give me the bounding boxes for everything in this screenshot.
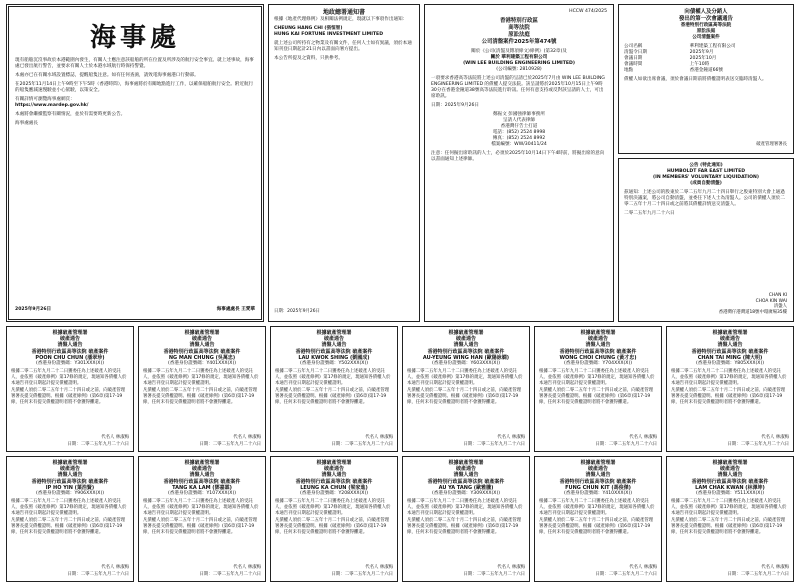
- notice-title: 公告 (特此通知): [689, 163, 723, 168]
- lands-notice: [268, 4, 420, 322]
- table-value: 2025年9月: [689, 49, 714, 55]
- bankruptcy-notice: [402, 326, 530, 452]
- bankruptcy-notice: [534, 456, 662, 582]
- notice-heading: 破產通告: [455, 466, 476, 473]
- notice-heading: 破產通告: [719, 336, 740, 343]
- bankruptcy-notice: [666, 326, 794, 452]
- table-key: 會議日期: [624, 55, 643, 61]
- notice-body: 凡債權人須於二零二五年十月二十四日或之前，向破產管理署署長提交債權證明。根據《破產條例》(第6章)第17-19條，任何未有提交債權證明者將不會獲得攤還。: [143, 388, 258, 405]
- notice-date: 日期：二零二五年九月二十六日: [67, 572, 129, 578]
- debtor-id: (香港身份證號碼：Y704XXX(X)): [563, 361, 633, 367]
- table-value: 上午10時: [689, 61, 710, 67]
- notice-body: 就上述公司所持有之物業及有關文件，任何人士如有異議，須於本通知刊登日期起計21日內以書面向署方提出。: [274, 41, 412, 52]
- court-name: 香港特別行政區: [500, 18, 538, 24]
- debtor-name: AU YA TANG (歐雅騰): [438, 484, 494, 491]
- notice-date: 2025年9月26日: [15, 307, 52, 312]
- notice-signer: 破產管理署署長: [756, 142, 787, 148]
- notice-signer: 代名人 林淑梅: [629, 565, 657, 571]
- notice-date: 日期：二零二五年九月二十六日: [199, 572, 261, 578]
- notice-signoff: 海事處處長 王愛華: [216, 307, 255, 312]
- notice-body: 凡債權人須於二零二五年十月二十四日或之前，向破產管理署署長提交債權證明。根據《破產條例》(第6章)第17-19條，任何未有提交債權證明者將不會獲得攤還。: [671, 388, 786, 405]
- notice-body: 凡債權人須於二零二五年十月二十四日或之前，向破產管理署署長提交債權證明。根據《破產條例》(第6章)第17-19條，任何未有提交債權證明者將不會獲得攤還。: [11, 518, 126, 535]
- debtor-id: (香港身份證號碼：Y107XXX(X)): [167, 491, 237, 497]
- signer-name: CHOA KIN WAI: [755, 298, 787, 304]
- notice-body: 凡債權人須於二零二五年十月二十四日或之前，向破產管理署署長提交債權證明。根據《破產條例》(第6章)第17-19條，任何未有提交債權證明者將不會獲得攤還。: [11, 388, 126, 405]
- table-key: 地點: [624, 67, 634, 73]
- company-name: 關於 華利建築工程有限公司: [490, 55, 548, 60]
- debtor-name: TANG KA LAM (鄧嘉霖): [172, 484, 232, 491]
- table-value: 香港金鐘道66號: [689, 67, 724, 73]
- notice-body: 凡債權人須於二零二五年十月二十四日或之前，向破產管理署署長提交債權證明。根據《破產條例》(第6章)第17-19條，任何未有提交債權證明者將不會獲得攤還。: [407, 518, 522, 535]
- debtor-name: NG MAN CHUNG (吳萬忠): [168, 354, 236, 361]
- bankruptcy-notice: [402, 456, 530, 582]
- signer-address: 香港灣仔港灣道18號中環廣場35樓: [718, 310, 787, 316]
- notice-body: 根據二零二五年九月二十二日獲委任為上述破產人的受託人，並依照《破產條例》第17條的規定，現通知各債權人於本通告刊登日期起計提交債權證明。: [539, 369, 655, 386]
- notice-signer: 代名人 林淑梅: [233, 435, 261, 441]
- notice-body: 根據二零二五年九月二十二日獲委任為上述破產人的受託人，並依照《破產條例》第17條的規定，現通知各債權人於本通告刊登日期起計提交債權證明。: [11, 369, 127, 386]
- notice-body: 茲通知：上述公司的股東於二零二五年九月二十四日舉行之股東特別大會上通過特別決議案，將公司自動清盤，並委任下述人士為清盤人。公司的債權人須於二零二五年十月二十四日或之前將其債權詳情送交清盤人。: [624, 190, 785, 207]
- notice-paragraph: 本處亦已在有關水域設置標誌，提醒船隻注意。如有任何查詢，請致電海事處港口行動部。: [15, 73, 199, 78]
- notice-heading: 破產通告: [587, 466, 608, 473]
- court-winding-up-notice: [424, 4, 614, 322]
- notice-heading: 破產通告: [719, 466, 740, 473]
- notice-signer: 代名人 林淑梅: [365, 565, 393, 571]
- notice-note: 注意：任何擬出席聆訊的人士，必須於2025年10月14日下午4時前，將擬出席的意向以書面通知上述律師。: [431, 151, 605, 162]
- notice-court: 香港特別行政區高等法院 破產案件: [559, 348, 637, 355]
- notice-signer: 代名人 林淑梅: [497, 435, 525, 441]
- notice-paragraph: 海事處處長: [15, 121, 38, 126]
- notice-court: 香港特別行政區高等法院 破產案件: [691, 348, 769, 355]
- notice-heading: 根據破產管理署: [184, 460, 220, 466]
- notice-heading: 根據破產管理署: [316, 330, 352, 336]
- debtor-id: (香港身份證號碼：Y410XXX(X)): [563, 491, 633, 497]
- notice-heading: 清盤人通告: [57, 472, 83, 479]
- liquidation-status: (IN MEMBERS' VOLUNTARY LIQUIDATION): [653, 175, 759, 180]
- notice-title: 發出的第一次會議通告: [679, 15, 733, 22]
- notice-body: 根據二零二五年九月二十二日獲委任為上述破產人的受託人，並依照《破產條例》第17條的規定，現通知各債權人於本通告刊登日期起計提交債權證明。: [539, 499, 655, 516]
- notice-heading: 清盤人通告: [717, 472, 743, 479]
- notice-date: 日期：二零二五年九月二十六日: [463, 572, 525, 578]
- notice-date: 日期：2025年9月26日: [431, 103, 480, 108]
- notice-body: 根據二零二五年九月二十二日獲委任為上述破產人的受託人，並依照《破產條例》第17條的規定，現通知各債權人於本通告刊登日期起計提交債權證明。: [671, 499, 787, 516]
- notice-heading: 清盤人通告: [189, 472, 215, 479]
- debtor-name: IP HO YIN (葉浩賢): [45, 484, 95, 491]
- notice-heading: 根據破產管理署: [52, 330, 88, 336]
- notice-heading: 破產通告: [191, 336, 212, 343]
- contact-line: 香港灣仔告士打道: [500, 124, 538, 129]
- masthead-title: 海事處: [89, 23, 180, 53]
- notice-signer: 代名人 林淑梅: [101, 565, 129, 571]
- bankruptcy-notice: [270, 456, 398, 582]
- debtor-id: (香港身份證號碼：Y906XXX(X)): [35, 491, 105, 497]
- notice-signer: 代名人 林淑梅: [233, 565, 261, 571]
- debtor-id: (香港身份證號碼：Y208XXX(X)): [299, 491, 369, 497]
- notice-heading: 破產通告: [59, 336, 80, 343]
- table-value: 2025年10月: [689, 55, 717, 61]
- notice-body: 根據二零二五年九月二十二日獲委任為上述破產人的受託人，並依照《破產條例》第17條的規定，現通知各債權人於本通告刊登日期起計提交債權證明。: [407, 369, 523, 386]
- notice-body: 根據二零二五年九月二十二日獲委任為上述破產人的受託人，並依照《破產條例》第17條的規定，現通知各債權人於本通告刊登日期起計提交債權證明。: [143, 369, 259, 386]
- notice-court: 香港特別行政區高等法院 破產案件: [31, 348, 109, 355]
- notice-heading: 清盤人通告: [57, 342, 83, 349]
- notice-date: 日期：二零二五年九月二十六日: [595, 442, 657, 448]
- debtor-name: POON CHU CHUN (潘翠珍): [35, 354, 105, 361]
- notice-body: 本公告所提及之資料，只供參考。: [274, 56, 343, 61]
- notice-subtitle: 香港特別行政區高等法院: [680, 22, 732, 28]
- company-name-cn: (成員自動清盤): [690, 181, 722, 186]
- contact-line: 呈請人代表律師: [502, 118, 536, 123]
- notice-heading: 清盤人通告: [321, 472, 347, 479]
- notice-body: 根據二零二五年九月二十二日獲委任為上述破產人的受託人，並依照《破產條例》第17條的規定，現通知各債權人於本通告刊登日期起計提交債權證明。: [671, 369, 787, 386]
- matter-line: 關於《公司(清盤及雜項條文)條例》(第32章)及: [471, 49, 567, 54]
- case-title: 公司清盤案件2025年第474號: [481, 39, 557, 45]
- notice-signer: 代名人 林淑梅: [101, 435, 129, 441]
- notice-heading: 破產通告: [455, 336, 476, 343]
- debtor-name: LAU KWOK SHING (劉國成): [298, 354, 370, 361]
- notice-body: 凡債權人須於二零二五年十月二十四日或之前，向破產管理署署長提交債權證明。根據《破產條例》(第6章)第17-19條，任何未有提交債權證明者將不會獲得攤還。: [671, 518, 786, 535]
- notice-paragraph: 本處將會繼續監察有關情況，並於有需要時更新公告。: [15, 112, 126, 117]
- notice-url[interactable]: https://www.mardep.gov.hk/: [15, 103, 89, 108]
- notice-date: 日期：2025年9月26日: [274, 309, 320, 314]
- notice-subtitle: 公司清盤案件: [692, 34, 720, 40]
- notice-body: 凡債權人須於二零二五年十月二十四日或之前，向破產管理署署長提交債權證明。根據《破產條例》(第6章)第17-19條，任何未有提交債權證明者將不會獲得攤還。: [539, 518, 654, 535]
- notice-date: 日期：二零二五年九月二十六日: [67, 442, 129, 448]
- notice-heading: 破產通告: [323, 466, 344, 473]
- notice-paragraph: 現有船舶沉沒事故於本港範圍內發生，有關人士應注意該船舶的所在位置及所涉及的航行安全事宜。就上述事故，海事處已發出航行警告，並要求有關人士於本港水域航行時保持警覺。: [15, 58, 254, 69]
- debtor-id: (香港身份證號碼：Y502XXX(X)): [299, 361, 369, 367]
- notice-heading: 根據破產管理署: [712, 330, 748, 336]
- debtor-name: FUNG CHUN KIT (馮俊傑): [565, 484, 631, 491]
- bankruptcy-notice: [534, 326, 662, 452]
- notice-court: 香港特別行政區高等法院 破產案件: [295, 478, 373, 485]
- notice-body: 凡債權人須於二零二五年十月二十四日或之前，向破產管理署署長提交債權證明。根據《破產條例》(第6章)第17-19條，任何未有提交債權證明者將不會獲得攤還。: [275, 388, 390, 405]
- notice-heading: 清盤人通告: [189, 342, 215, 349]
- notice-court: 香港特別行政區高等法院 破產案件: [691, 478, 769, 485]
- debtor-name: LEUNG KA CHUN (梁家進): [300, 484, 368, 491]
- contact-ref: 檔案編號：WW/30411/24: [491, 142, 547, 147]
- first-meeting-notice: [618, 4, 794, 154]
- notice-body: 根據《地產代理條例》及相關法例規定，現就以下事項作出通知：: [274, 17, 408, 22]
- marine-department-notice: [6, 4, 264, 322]
- notice-heading: 破產通告: [59, 466, 80, 473]
- company-name-en: (WIN LEE BUILDING ENGINEERING LIMITED): [463, 61, 575, 66]
- notice-date: 日期：二零二五年九月二十六日: [595, 572, 657, 578]
- bankruptcy-notice: [666, 456, 794, 582]
- bankruptcy-notice: [6, 456, 134, 582]
- notice-title: 地政總署通知書: [322, 9, 365, 16]
- notice-title: 向債權人及分銷人: [684, 9, 728, 15]
- table-value: 華利建築工程有限公司: [689, 43, 736, 49]
- notice-date: 日期：二零二五年九月二十六日: [463, 442, 525, 448]
- company-reg: (公司編號: 2810928): [496, 67, 542, 72]
- notice-court: 香港特別行政區高等法院 破產案件: [427, 478, 505, 485]
- notice-heading: 根據破產管理署: [448, 460, 484, 466]
- notice-court: 香港特別行政區高等法院 破產案件: [427, 348, 505, 355]
- notice-signer: 代名人 林淑梅: [761, 565, 789, 571]
- notice-heading: 清盤人通告: [585, 342, 611, 349]
- bankruptcy-notice: [138, 456, 266, 582]
- notice-heading: 清盤人通告: [453, 342, 479, 349]
- notice-court: 香港特別行政區高等法院 破產案件: [559, 478, 637, 485]
- notice-subtitle: 原訟法庭: [696, 28, 716, 34]
- notice-date: 日期：二零二五年九月二十六日: [331, 572, 393, 578]
- bankruptcy-notice: [138, 326, 266, 452]
- signer-name: CHAN KI: [768, 292, 787, 298]
- voluntary-liquidation-notice: [618, 158, 794, 322]
- notice-court: 香港特別行政區高等法院 破產案件: [31, 478, 109, 485]
- notice-paragraph: 有關詳情可瀏覽海事處網頁：: [15, 97, 75, 102]
- notice-company: HUNG KAI FORTUNE INVESTMENT LIMITED: [274, 32, 384, 37]
- notice-heading: 根據破產管理署: [580, 330, 616, 336]
- notice-heading: 根據破產管理署: [712, 460, 748, 466]
- contact-phone: 電話：(852) 2524 8998: [492, 130, 546, 135]
- notice-date: 日期：二零二五年九月二十六日: [331, 442, 393, 448]
- notice-body: 根據二零二五年九月二十二日獲委任為上述破產人的受託人，並依照《破產條例》第17條的規定，現通知各債權人於本通告刊登日期起計提交債權證明。: [143, 499, 259, 516]
- notice-paragraph: 在2025年11月14日上午9時至下午5時（香港時間），海事處將於有關地點進行工作，以確保船舶航行安全。附近航行的船隻應減速慢駛並小心駕駛，以策安全。: [15, 82, 254, 93]
- notice-body: 根據二零二五年九月二十二日獲委任為上述破產人的受託人，並依照《破產條例》第17條的規定，現通知各債權人於本通告刊登日期起計提交債權證明。: [407, 499, 523, 516]
- notice-heading: 清盤人通告: [717, 342, 743, 349]
- notice-date: 日期：二零二五年九月二十六日: [199, 442, 261, 448]
- notice-body: 凡債權人須於二零二五年十月二十四日或之前，向破產管理署署長提交債權證明。根據《破產條例》(第6章)第17-19條，任何未有提交債權證明者將不會獲得攤還。: [143, 518, 258, 535]
- table-key: 清盤令日期: [624, 49, 647, 55]
- notice-court: 香港特別行政區高等法院 破產案件: [295, 348, 373, 355]
- signer-role: 清盤人: [773, 304, 787, 310]
- debtor-id: (香港身份證號碼：Y511XXX(X)): [695, 491, 765, 497]
- table-key: 會議時間: [624, 61, 643, 67]
- table-row: [624, 68, 788, 74]
- bankruptcy-notice: [270, 326, 398, 452]
- notice-heading: 破產通告: [191, 466, 212, 473]
- case-number: HCCW 474/2025: [569, 9, 607, 14]
- notice-heading: 根據破產管理署: [184, 330, 220, 336]
- notice-body: 根據二零二五年九月二十二日獲委任為上述破產人的受託人，並依照《破產條例》第17條的規定，現通知各債權人於本通告刊登日期起計提交債權證明。: [275, 499, 391, 516]
- debtor-id: (香港身份證號碼：Y301XXX(X)): [35, 361, 105, 367]
- company-name-en: HUMBOLDT FAR EAST LIMITED: [666, 169, 746, 174]
- contact-fax: 傳真：(852) 2524 8992: [492, 136, 546, 141]
- notice-heading: 清盤人通告: [321, 342, 347, 349]
- notice-date: 日期：二零二五年九月二十六日: [727, 442, 789, 448]
- notice-signer: 代名人 林淑梅: [761, 435, 789, 441]
- notice-heading: 根據破產管理署: [448, 330, 484, 336]
- debtor-id: (香港身份證號碼：Y401XXX(X)): [167, 361, 237, 367]
- debtor-name: WONG CHOI CHUNG (黃才忠): [559, 354, 637, 361]
- notice-signer: 代名人 林淑梅: [497, 565, 525, 571]
- notice-body: 一項要求香港高等法院將上述公司清盤的呈請已於2025年7月由 WIN LEE BUILDING ENGINEERING LIMITED 的債權人提交法院。該呈請將於2025年10月15日上午9時30分在香港金鐘道38號高等法院進行聆訊。任何有意支持或反對該呈請的人士，可出席聆訊。: [431, 76, 605, 99]
- notice-heading: 根據破產管理署: [52, 460, 88, 466]
- debtor-name: AU-YEUNG WING HAN (歐陽詠嫻): [422, 354, 510, 361]
- court-name: 高等法院: [508, 25, 530, 31]
- notice-body: 凡債權人須於二零二五年十月二十四日或之前，向破產管理署署長提交債權證明。根據《破產條例》(第6章)第17-19條，任何未有提交債權證明者將不會獲得攤還。: [539, 388, 654, 405]
- table-key: 公司名稱: [624, 43, 643, 49]
- notice-body: 根據二零二五年九月二十二日獲委任為上述破產人的受託人，並依照《破產條例》第17條的規定，現通知各債權人於本通告刊登日期起計提交債權證明。: [275, 369, 391, 386]
- notice-body: 債權人如欲出席會議，須於會議日期前將債權證明表送交臨時清盤人。: [624, 76, 767, 82]
- bankruptcy-notice: [6, 326, 134, 452]
- notice-heading: 清盤人通告: [585, 472, 611, 479]
- notice-signer: 代名人 林淑梅: [365, 435, 393, 441]
- meeting-details-table: [624, 44, 788, 74]
- notice-court: 香港特別行政區高等法院 破產案件: [163, 478, 241, 485]
- notice-heading: 破產通告: [323, 336, 344, 343]
- debtor-name: CHAN TAI MING (陳大明): [697, 354, 763, 361]
- notice-heading: 根據破產管理署: [580, 460, 616, 466]
- debtor-id: (香港身份證號碼：Y805XXX(X)): [695, 361, 765, 367]
- notice-date: 二零二五年九月二十六日: [624, 211, 675, 216]
- debtor-id: (香港身份證號碼：Y309XXX(X)): [431, 491, 501, 497]
- debtor-name: LAM CHAK KWAN (林澤坤): [695, 484, 765, 491]
- notice-date: 日期：二零二五年九月二十六日: [727, 572, 789, 578]
- notice-signer: 代名人 林淑梅: [629, 435, 657, 441]
- contact-line: 鄭振文 彭國強律師事務所: [493, 112, 545, 117]
- notice-heading: 破產通告: [587, 336, 608, 343]
- notice-body: 根據二零二五年九月二十二日獲委任為上述破產人的受託人，並依照《破產條例》第17條的規定，現通知各債權人於本通告刊登日期起計提交債權證明。: [11, 499, 127, 516]
- court-name: 原訟法庭: [508, 32, 530, 38]
- notice-name: CHEUNG HANG CHI (張恒智): [274, 26, 343, 31]
- notice-heading: 根據破產管理署: [316, 460, 352, 466]
- notice-court: 香港特別行政區高等法院 破產案件: [163, 348, 241, 355]
- notice-body: 凡債權人須於二零二五年十月二十四日或之前，向破產管理署署長提交債權證明。根據《破產條例》(第6章)第17-19條，任何未有提交債權證明者將不會獲得攤還。: [275, 518, 390, 535]
- notice-heading: 清盤人通告: [453, 472, 479, 479]
- notice-body: 凡債權人須於二零二五年十月二十四日或之前，向破產管理署署長提交債權證明。根據《破產條例》(第6章)第17-19條，任何未有提交債權證明者將不會獲得攤還。: [407, 388, 522, 405]
- debtor-id: (香港身份證號碼：Y603XXX(X)): [431, 361, 501, 367]
